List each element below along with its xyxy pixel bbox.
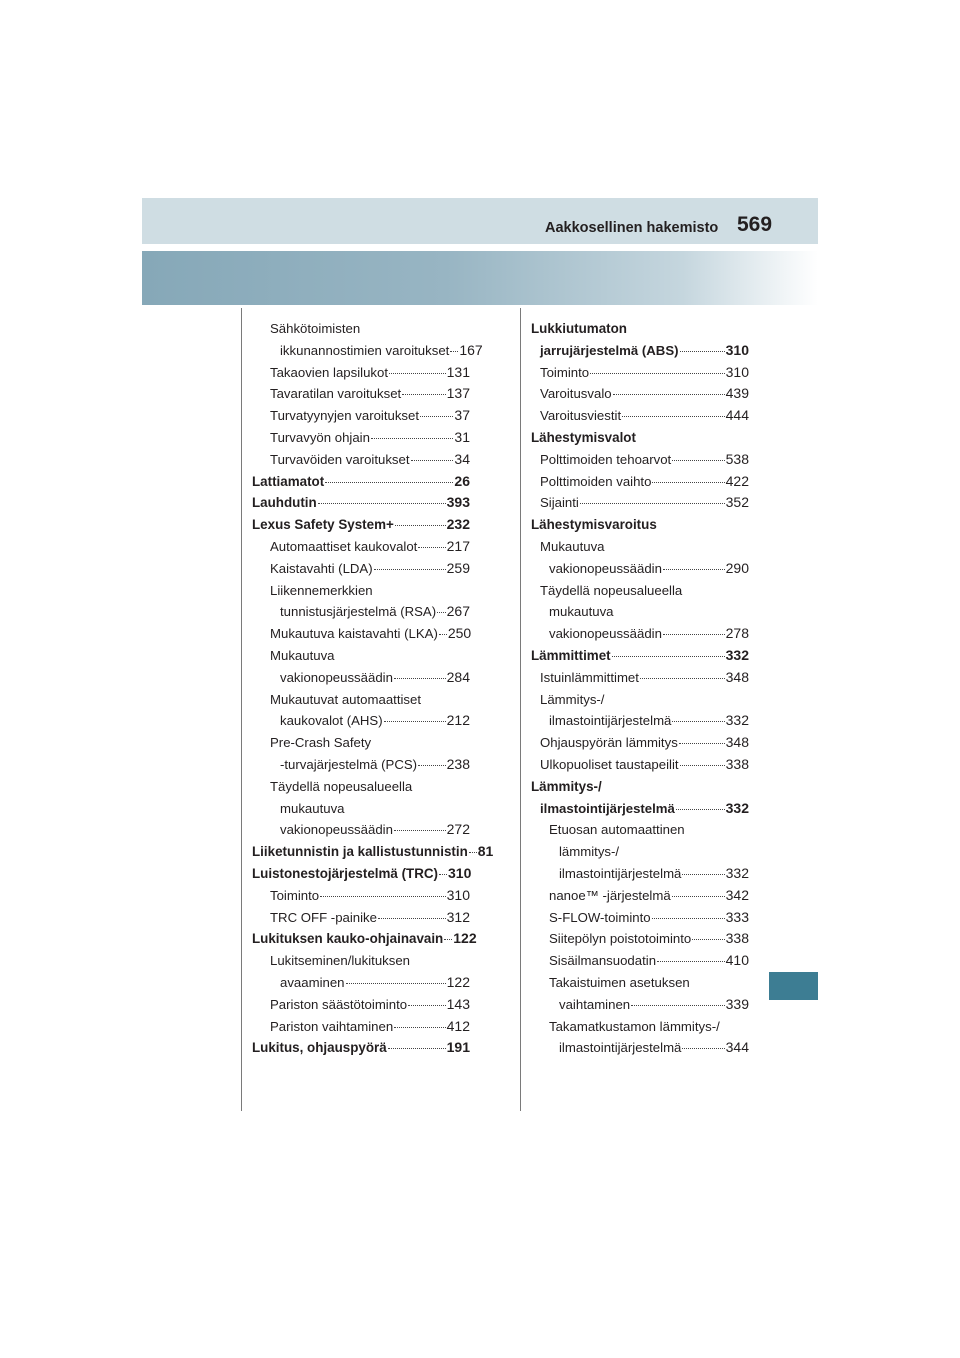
index-entry-page[interactable]: 332: [725, 712, 749, 729]
index-entry-text: Lähestymisvalot: [531, 429, 636, 445]
index-entry-page[interactable]: 37: [454, 407, 470, 424]
dot-leader: [676, 808, 725, 810]
index-entry-page[interactable]: 137: [446, 385, 470, 402]
dot-leader: [672, 720, 724, 722]
index-entry-text: Lämmitys-/: [540, 691, 605, 707]
index-entry-text: vakionopeussäädin: [280, 822, 393, 838]
index-entry-page[interactable]: 310: [725, 341, 749, 358]
index-entry: [531, 405, 749, 427]
index-entry-page[interactable]: 191: [446, 1039, 470, 1056]
index-entry-page[interactable]: 348: [725, 734, 749, 751]
index-entry: [531, 819, 749, 841]
index-entry-page[interactable]: 122: [446, 973, 470, 990]
index-entry-text: Mukautuva: [270, 647, 335, 663]
index-entry: [252, 841, 494, 863]
index-entry: [252, 492, 470, 514]
index-entry: [252, 383, 470, 405]
index-entry-text: Turvatyynyjen varoitukset: [270, 408, 420, 424]
dot-leader: [692, 938, 724, 940]
dot-leader: [672, 895, 725, 897]
dot-leader: [389, 372, 446, 374]
dot-leader: [420, 415, 453, 417]
index-entry: [252, 972, 470, 994]
dot-leader: [346, 982, 446, 984]
index-entry: [531, 907, 749, 929]
index-entry: [252, 907, 470, 929]
index-entry-text: Pariston vaihtaminen: [270, 1018, 394, 1034]
index-entry-text: Sijainti: [540, 495, 579, 511]
dot-leader: [394, 829, 446, 831]
dot-leader: [418, 764, 446, 766]
index-entry: [252, 362, 470, 384]
index-entry-page[interactable]: 131: [446, 363, 470, 380]
index-entry-text: Pre-Crash Safety: [270, 735, 372, 751]
index-entry-text: Lukkiutumaton: [531, 321, 627, 336]
index-entry-text: vakionopeussäädin: [280, 669, 393, 685]
index-entry-page[interactable]: 310: [448, 864, 472, 881]
index-entry-page[interactable]: 352: [725, 494, 749, 511]
index-entry: [252, 623, 470, 645]
index-entry: [252, 558, 470, 580]
index-entry: [252, 318, 470, 340]
dot-leader: [318, 502, 446, 504]
index-entry: [252, 1016, 470, 1038]
index-entry: [252, 950, 470, 972]
index-entry: [252, 798, 470, 820]
dot-leader: [663, 633, 725, 635]
index-entry-text: Mukautuva: [540, 538, 605, 554]
index-entry-text: Pariston säästötoiminto: [270, 996, 408, 1012]
index-entry-page[interactable]: 410: [725, 952, 749, 969]
index-entry: [531, 994, 749, 1016]
index-entry: [531, 362, 749, 384]
index-entry-text: Kaistavahti (LDA): [270, 560, 373, 576]
index-entry-text: ilmastointijärjestelmä: [549, 713, 672, 729]
index-entry: [252, 1037, 470, 1059]
index-entry-text: S-FLOW-toiminto: [549, 909, 651, 925]
index-entry-text: tunnistusjärjestelmä (RSA): [280, 604, 437, 620]
dot-leader: [652, 481, 724, 483]
index-entry-page[interactable]: 310: [725, 363, 749, 380]
index-entry-text: Automaattiset kaukovalot: [270, 538, 418, 554]
dot-leader: [437, 611, 446, 613]
index-entry: [252, 449, 470, 471]
index-entry: [531, 885, 749, 907]
index-entry-text: vakionopeussäädin: [549, 626, 662, 642]
index-entry-page[interactable]: 338: [725, 930, 749, 947]
index-entry: [531, 383, 749, 405]
index-entry: [531, 1037, 749, 1059]
index-entry-text: Turvavyön ohjain: [270, 429, 370, 445]
index-entry: [531, 950, 749, 972]
index-entry-page[interactable]: 143: [446, 995, 470, 1012]
index-entry-page[interactable]: 284: [446, 668, 470, 685]
index-entry: [252, 667, 470, 689]
dot-leader: [402, 393, 445, 395]
index-entry-text: ilmastointijärjestelmä: [559, 1040, 682, 1056]
index-entry-text: Polttimoiden vaihto: [540, 473, 652, 489]
dot-leader: [612, 655, 725, 657]
index-entry: [531, 645, 749, 667]
index-entry-page[interactable]: 259: [446, 559, 470, 576]
index-entry: [252, 885, 470, 907]
index-entry: [531, 536, 749, 558]
index-entry-text: Takaovien lapsilukot: [270, 364, 389, 380]
index-entry-text: nanoe™ -järjestelmä: [549, 887, 671, 903]
index-entry: [531, 841, 749, 863]
index-entry-page[interactable]: 31: [454, 428, 470, 445]
dot-leader: [378, 917, 446, 919]
index-entry-text: Ohjauspyörän lämmitys: [540, 735, 678, 751]
index-entry-text: Mukautuvat automaattiset: [270, 691, 422, 707]
index-entry-text: ilmastointijärjestelmä: [540, 800, 675, 816]
index-entry-text: ilmastointijärjestelmä: [559, 865, 682, 881]
dot-leader: [469, 851, 477, 853]
index-entry-text: TRC OFF -painike: [270, 909, 377, 925]
index-entry-text: Liikennemerkkien: [270, 582, 373, 598]
dot-leader: [325, 481, 453, 483]
index-entry-text: Varoitusviestit: [540, 408, 622, 424]
index-entry-page[interactable]: 232: [446, 516, 470, 533]
index-entry: [252, 776, 470, 798]
dot-leader: [394, 1026, 445, 1028]
index-entry: [252, 645, 470, 667]
index-entry-text: Liiketunnistin ja kallistustunnistin: [252, 844, 468, 860]
index-entry-page[interactable]: 444: [725, 407, 749, 424]
index-entry-page[interactable]: 81: [477, 843, 494, 860]
dot-leader: [439, 633, 447, 635]
dot-leader: [613, 393, 725, 395]
index-entry: [531, 863, 749, 885]
dot-leader: [680, 350, 725, 352]
index-entry-text: Ulkopuoliset taustapeilit: [540, 756, 679, 772]
index-entry: [531, 689, 749, 711]
index-entry-page[interactable]: 238: [446, 755, 470, 772]
index-entry: [252, 928, 477, 950]
index-entry-text: lämmitys-/: [559, 844, 620, 860]
index-entry: [252, 427, 470, 449]
index-entry: [252, 514, 470, 536]
index-entry-page[interactable]: 422: [725, 472, 749, 489]
index-entry-page[interactable]: 412: [446, 1017, 470, 1034]
index-entry: [252, 994, 470, 1016]
index-entry: [531, 492, 749, 514]
dot-leader: [439, 873, 447, 875]
index-entry-page[interactable]: 344: [725, 1039, 749, 1056]
index-entry: [252, 580, 470, 602]
dot-leader: [680, 764, 725, 766]
index-entry-page[interactable]: 348: [725, 668, 749, 685]
dot-leader: [657, 960, 725, 962]
index-entry-page[interactable]: 333: [725, 908, 749, 925]
chapter-tab: [769, 972, 818, 1000]
column-divider-left: [241, 308, 242, 1111]
index-entry-page[interactable]: 267: [446, 603, 470, 620]
dot-leader: [411, 459, 454, 461]
index-entry: [531, 1016, 749, 1038]
index-entry-text: Turvavöiden varoitukset: [270, 451, 410, 467]
dot-leader: [590, 372, 725, 374]
index-entry: [531, 667, 749, 689]
index-entry: [531, 318, 749, 340]
index-entry-text: jarrujärjestelmä (ABS): [540, 342, 679, 358]
index-entry-text: Siitepölyn poistotoiminto: [549, 931, 692, 947]
index-entry: [252, 819, 470, 841]
decorative-band: [142, 251, 818, 305]
index-entry-text: Lukitus, ohjauspyörä: [252, 1040, 387, 1056]
dot-leader: [384, 720, 446, 722]
index-entry: [531, 776, 749, 798]
index-entry: [252, 536, 470, 558]
index-entry: [531, 558, 749, 580]
index-entry-text: Takaistuimen asetuksen: [549, 974, 690, 990]
index-entry-page[interactable]: 332: [725, 864, 749, 881]
index-entry-text: Lukituksen kauko-ohjainavain: [252, 931, 444, 947]
index-entry: [531, 340, 749, 362]
dot-leader: [418, 546, 445, 548]
dot-leader: [374, 568, 446, 570]
dot-leader: [652, 917, 725, 919]
index-entry: [531, 623, 749, 645]
index-column-left: [252, 318, 494, 1059]
index-entry: [531, 514, 749, 536]
dot-leader: [631, 1004, 725, 1006]
index-entry: [252, 754, 470, 776]
index-entry-text: kaukovalot (AHS): [280, 713, 383, 729]
dot-leader: [450, 350, 458, 352]
index-entry-text: Lämmittimet: [531, 647, 611, 663]
dot-leader: [679, 742, 725, 744]
index-entry-text: -turvajärjestelmä (PCS): [280, 756, 418, 772]
index-entry-page[interactable]: 338: [725, 755, 749, 772]
index-entry-page[interactable]: 167: [459, 341, 483, 358]
index-entry: [531, 601, 749, 623]
index-entry-text: Sisäilmansuodatin: [549, 953, 657, 969]
index-entry: [252, 689, 470, 711]
dot-leader: [371, 437, 453, 439]
index-entry-text: Täydellä nopeusalueella: [270, 778, 413, 794]
dot-leader: [682, 1047, 724, 1049]
dot-leader: [388, 1047, 446, 1049]
dot-leader: [640, 677, 725, 679]
index-entry-page[interactable]: 538: [725, 450, 749, 467]
index-entry: [531, 754, 749, 776]
index-entry-text: Lattiamatot: [252, 473, 325, 489]
page-number: 569: [737, 213, 773, 236]
index-entry-text: Lämmitys-/: [531, 778, 602, 794]
index-entry: [531, 427, 749, 449]
index-entry-page[interactable]: 332: [725, 646, 749, 663]
index-entry-text: Luistonestojärjestelmä (TRC): [252, 865, 439, 881]
index-entry-text: Lähestymisvaroitus: [531, 517, 657, 533]
index-entry-text: vakionopeussäädin: [549, 560, 662, 576]
column-divider-middle: [520, 308, 521, 1111]
dot-leader: [444, 938, 452, 940]
index-entry: [531, 798, 749, 820]
index-entry-text: mukautuva: [280, 800, 345, 816]
index-entry-page[interactable]: 26: [454, 472, 470, 489]
index-entry: [531, 449, 749, 471]
index-entry-text: Toiminto: [540, 364, 590, 380]
index-entry-page[interactable]: 272: [446, 821, 470, 838]
dot-leader: [395, 524, 446, 526]
index-entry: [531, 580, 749, 602]
index-entry-page[interactable]: 250: [447, 625, 472, 642]
index-entry-text: Lexus Safety System+: [252, 517, 394, 533]
index-entry-page[interactable]: 310: [446, 886, 470, 903]
dot-leader: [408, 1004, 446, 1006]
index-entry-text: avaaminen: [280, 974, 345, 990]
dot-leader: [622, 415, 725, 417]
dot-leader: [663, 568, 725, 570]
dot-leader: [394, 677, 446, 679]
index-entry: [531, 732, 749, 754]
index-entry-text: Lukitseminen/lukituksen: [270, 953, 411, 969]
dot-leader: [672, 459, 724, 461]
index-entry-text: Lauhdutin: [252, 495, 317, 511]
index-entry-text: Mukautuva kaistavahti (LKA): [270, 626, 438, 642]
index-entry-page[interactable]: 217: [446, 537, 470, 554]
index-entry: [252, 405, 470, 427]
index-entry-page[interactable]: 278: [725, 625, 749, 642]
index-entry-page[interactable]: 342: [725, 886, 749, 903]
index-entry-text: Varoitusvalo: [540, 386, 612, 402]
index-entry-text: Täydellä nopeusalueella: [540, 582, 683, 598]
index-entry-page[interactable]: 439: [725, 385, 749, 402]
dot-leader: [682, 873, 724, 875]
index-entry-text: Etuosan automaattinen: [549, 822, 685, 838]
index-entry-page[interactable]: 290: [725, 559, 749, 576]
index-entry-text: Toiminto: [270, 887, 320, 903]
index-entry-text: Polttimoiden tehoarvot: [540, 451, 672, 467]
index-entry: [531, 928, 749, 950]
index-entry: [252, 732, 470, 754]
index-entry: [252, 340, 483, 362]
index-entry-text: ikkunannostimien varoitukset: [280, 342, 450, 358]
index-entry: [531, 972, 749, 994]
index-entry-text: Sähkötoimisten: [270, 321, 361, 336]
dot-leader: [580, 502, 725, 504]
index-entry-page[interactable]: 34: [454, 450, 470, 467]
index-entry-text: Takamatkustamon lämmitys-/: [549, 1018, 720, 1034]
index-entry-text: mukautuva: [549, 604, 614, 620]
index-entry-page[interactable]: 312: [446, 908, 470, 925]
index-entry-page[interactable]: 393: [446, 494, 470, 511]
section-title: Aakkosellinen hakemisto: [545, 220, 719, 236]
index-entry-page[interactable]: 122: [453, 930, 477, 947]
index-entry: [252, 863, 470, 885]
index-column-right: [531, 318, 749, 1059]
index-entry-text: Tavaratilan varoitukset: [270, 386, 402, 402]
index-entry: [252, 710, 470, 732]
index-entry-text: vaihtaminen: [559, 996, 631, 1012]
index-entry-page[interactable]: 332: [725, 799, 749, 816]
index-entry-page[interactable]: 339: [725, 995, 749, 1012]
index-entry: [252, 471, 470, 493]
index-entry-page[interactable]: 212: [446, 712, 470, 729]
index-entry: [252, 601, 470, 623]
index-entry-text: Istuinlämmittimet: [540, 669, 639, 685]
index-entry: [531, 710, 749, 732]
index-entry: [531, 471, 749, 493]
dot-leader: [320, 895, 446, 897]
